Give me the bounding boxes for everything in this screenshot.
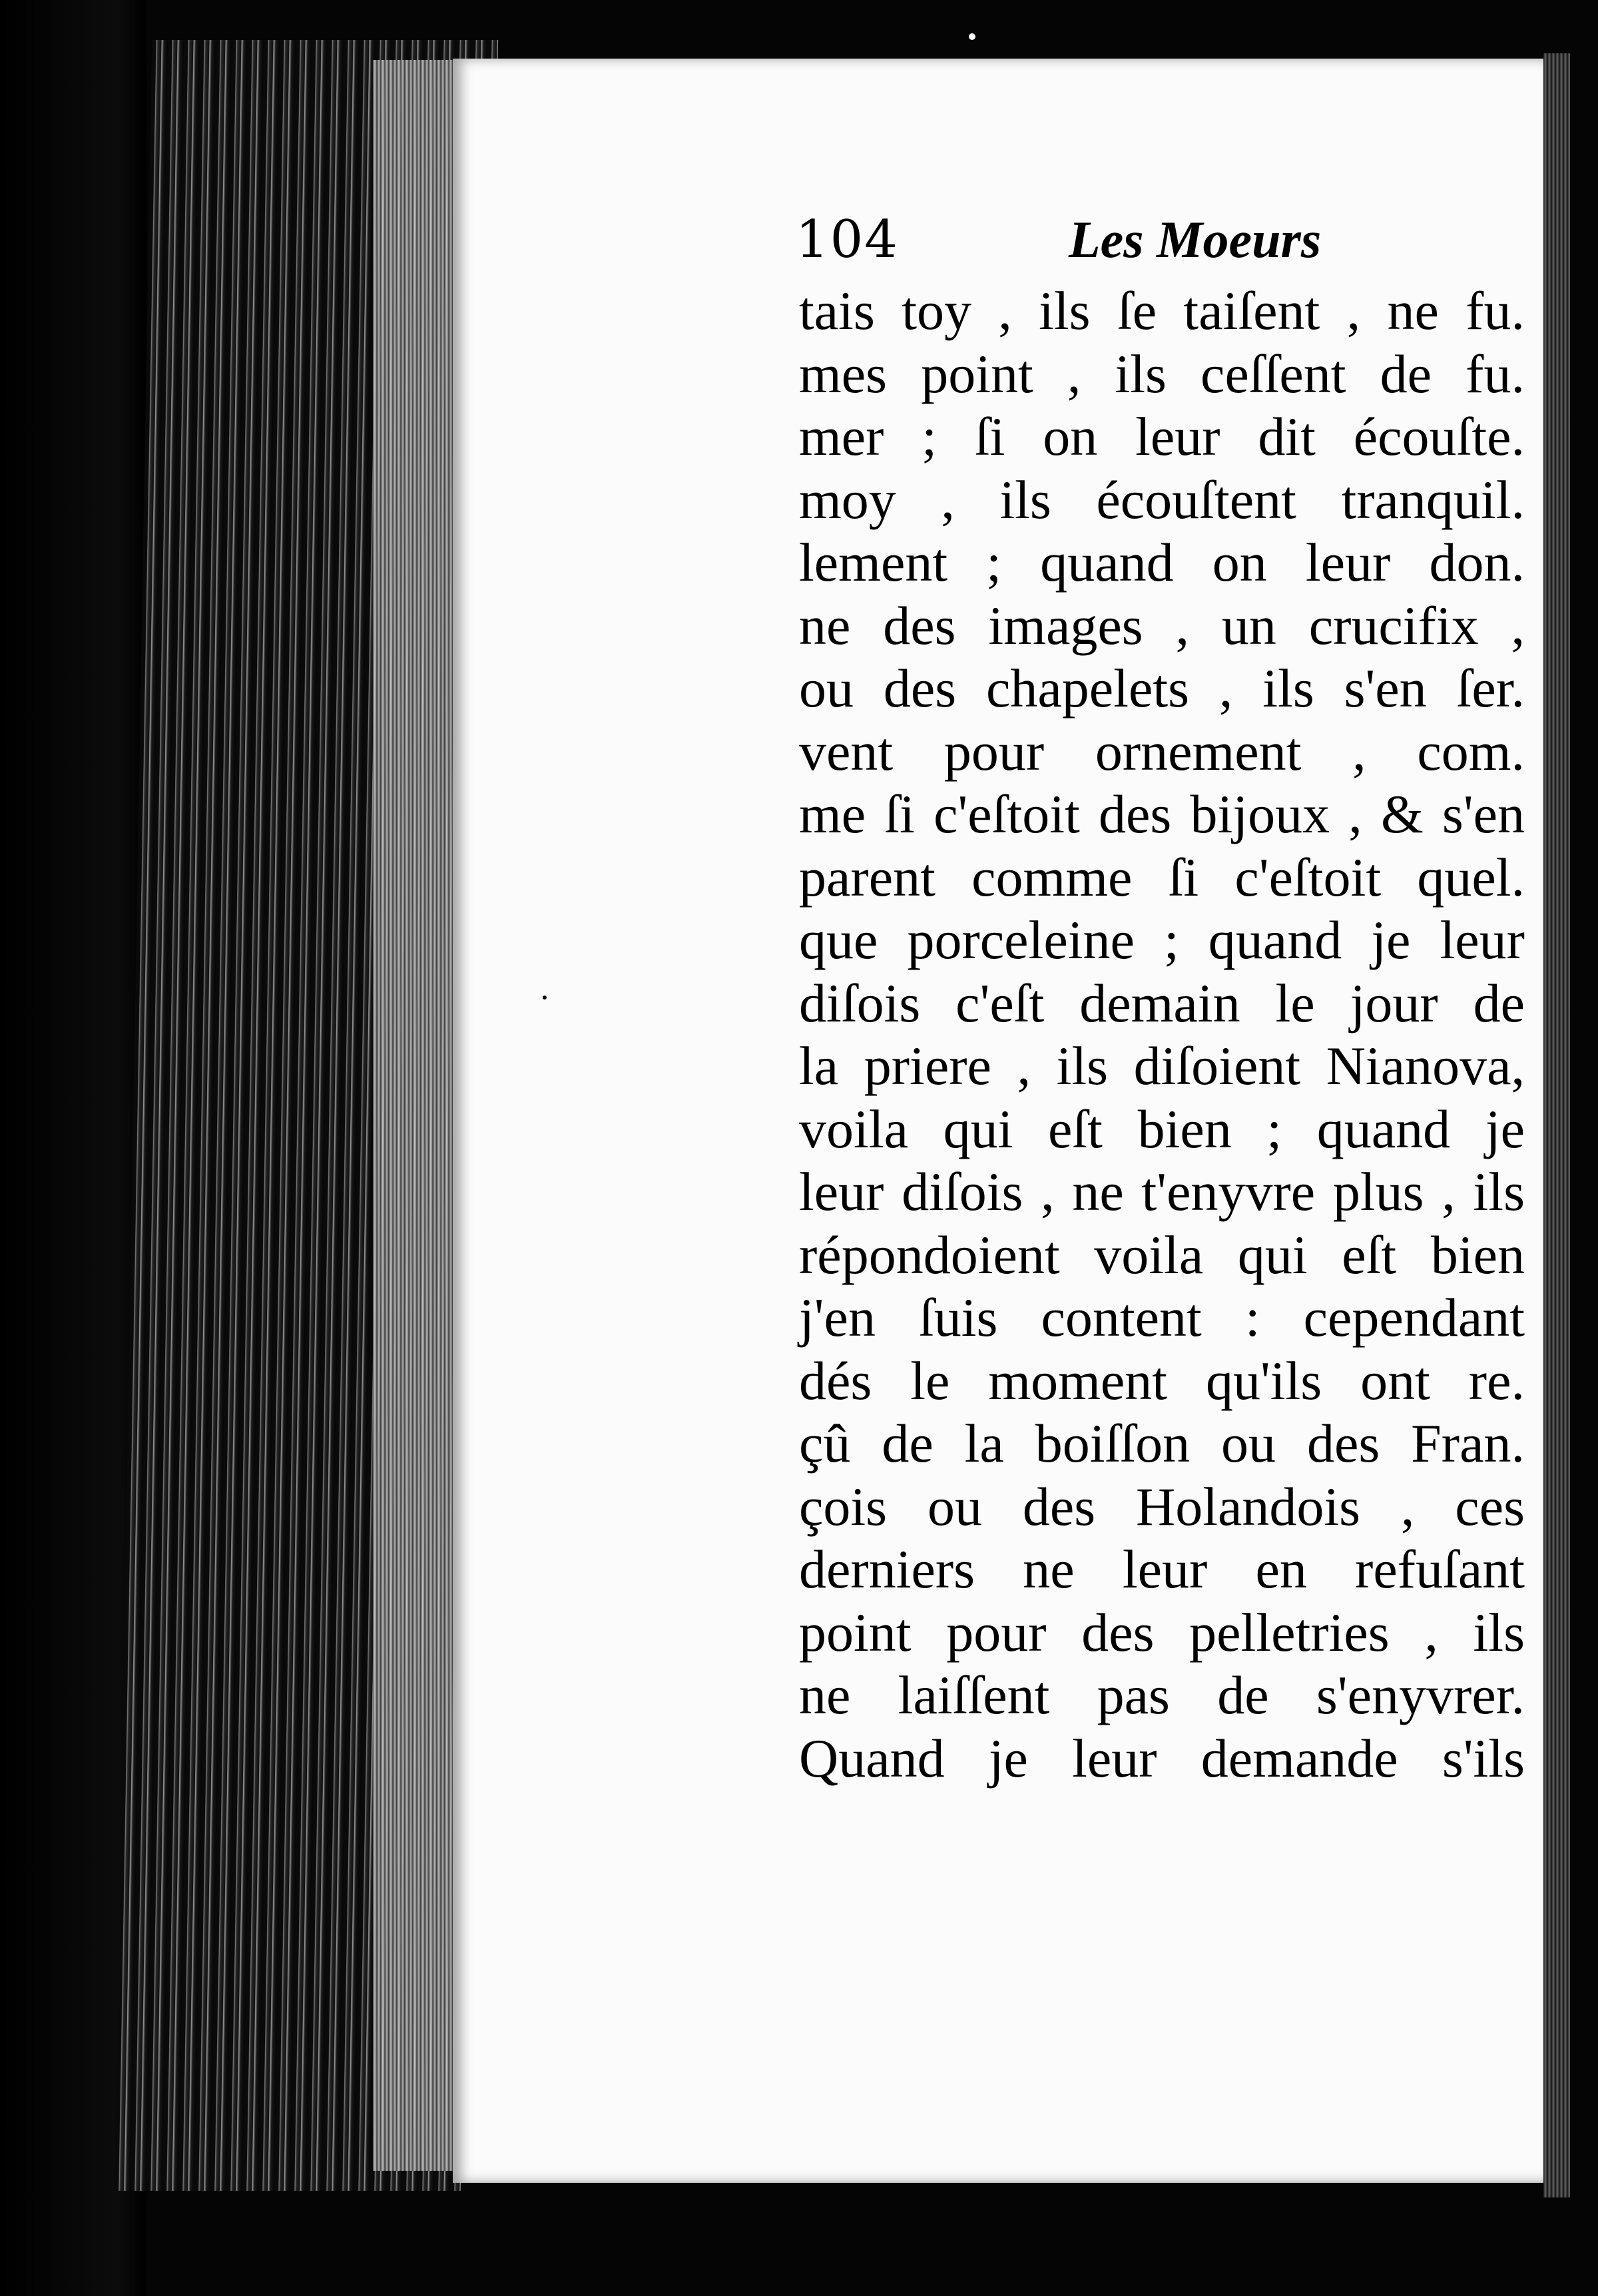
text-line: çû de la boiſſon ou des Fran. [799, 1413, 1525, 1474]
text-line: la priere , ils diſoient Nianova, [799, 1035, 1525, 1096]
text-line: que porceleine ; quand je leur [799, 910, 1525, 970]
scan-speck [543, 996, 547, 1000]
page-right-edge [1543, 53, 1570, 2197]
text-line: ou des chapelets , ils s'en ſer. [799, 658, 1525, 718]
body-text [799, 280, 1525, 1790]
text-line: moy , ils écouſtent tranquil. [799, 469, 1525, 530]
text-line: mer ; ſi on leur dit écouſte. [799, 406, 1525, 467]
text-line: ne laiſſent pas de s'enyvrer. [799, 1665, 1525, 1725]
text-line: j'en ſuis content : cependant [799, 1287, 1525, 1348]
text-line: parent comme ſi c'eſtoit quel. [799, 846, 1525, 908]
page-number: 104 [796, 210, 899, 270]
text-line: mes point , ils ceſſent de fu. [799, 343, 1525, 404]
page-header [796, 210, 1368, 283]
text-line: me ſi c'eſtoit des bijoux , & s'en [799, 784, 1525, 844]
text-line: ne des images , un crucifix , [799, 595, 1525, 656]
text-line: çois ou des Holandois , ces [799, 1476, 1525, 1537]
text-line: tais toy , ils ſe taiſent , ne fu. [799, 280, 1525, 341]
text-line: Quand je leur demande s'ils [799, 1727, 1525, 1789]
text-line: vent pour ornement , com. [799, 720, 1525, 782]
text-line: dés le moment qu'ils ont re. [799, 1350, 1525, 1411]
text-line: derniers ne leur en refuſant [799, 1539, 1525, 1599]
scan-speck [969, 33, 975, 40]
running-title: Les Moeurs [1069, 210, 1322, 268]
text-line: point pour des pelletries , ils [799, 1601, 1525, 1663]
text-line: lement ; quand on leur don. [799, 532, 1525, 593]
text-line: voila qui eſt bien ; quand je [799, 1098, 1525, 1159]
text-line: leur diſois , ne t'enyvre plus , ils [799, 1161, 1525, 1222]
text-line: diſois c'eſt demain le jour de [799, 972, 1525, 1033]
text-line: répondoient voila qui eſt bien [799, 1224, 1525, 1285]
